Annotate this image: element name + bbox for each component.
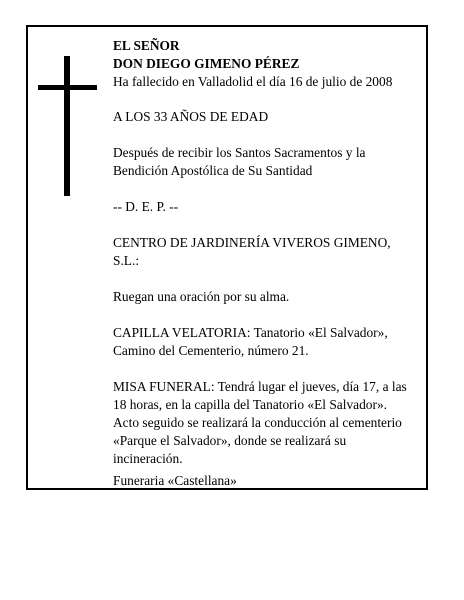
sacraments-line: Después de recibir los Santos Sacramentos y la Bendición Apostólica de Su Santidad [113,145,366,178]
cross-horizontal-bar [38,85,97,90]
funeral-home: Funeraria «Castellana» [113,473,237,488]
obituary-text [113,37,413,490]
rip-line: -- D. E. P. -- [113,199,179,214]
chapel-info: CAPILLA VELATORIA: Tanatorio «El Salvador», Camino del Cementerio, número 21. [113,325,388,358]
death-date-line: Ha fallecido en Valladolid el día 16 de julio de 2008 [113,74,393,89]
deceased-name: DON DIEGO GIMENO PÉREZ [113,56,300,71]
deceased-title: EL SEÑOR [113,38,180,53]
company-name: CENTRO DE JARDINERÍA VIVEROS GIMENO, S.L.: [113,235,391,268]
funeral-mass-info: MISA FUNERAL: Tendrá lugar el jueves, día 17, a las 18 horas, en la capilla del Tanatorio «El Salvador». Acto seguido se realizará la conducción al cementerio «Parque el Salvador», donde se realizará su incineración. [113,379,407,466]
prayer-request: Ruegan una oración por su alma. [113,289,290,304]
cross-vertical-bar [64,56,70,196]
age-line: A LOS 33 AÑOS DE EDAD [113,109,269,124]
